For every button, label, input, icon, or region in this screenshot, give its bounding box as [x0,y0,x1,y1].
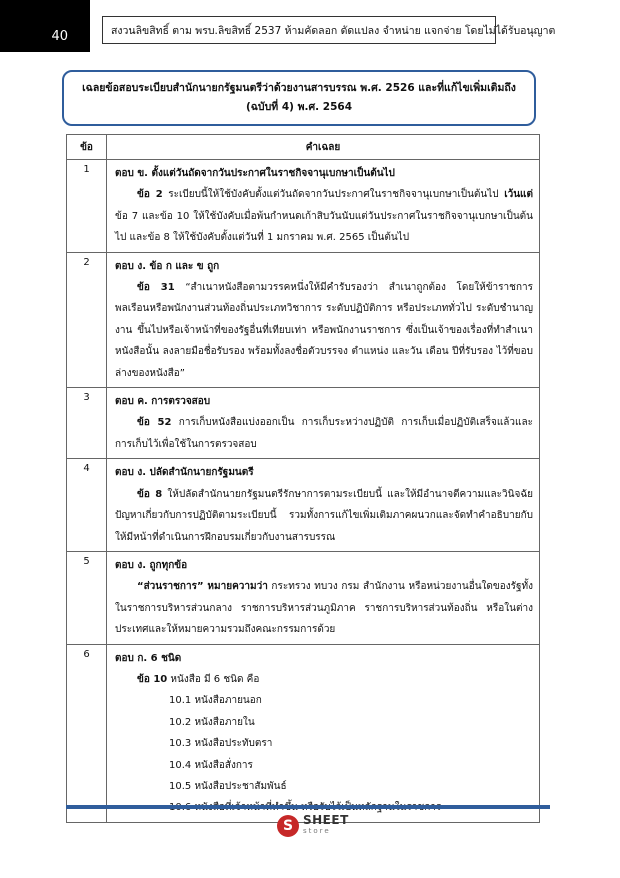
question-number: 2 [67,252,107,387]
footer-divider [66,805,550,809]
page-number-box [0,0,90,52]
list-item: 10.4 หนังสือสั่งการ [169,759,253,771]
question-number: 6 [67,644,107,822]
list-item: 10.5 หนังสือประชาสัมพันธ์ [169,780,287,792]
table-row [67,160,540,253]
question-number: 1 [67,160,107,253]
answer-explanation [115,277,533,384]
answer-explanation [115,669,533,690]
explanation-text: ระเบียบนี้ให้ใช้บังคับตั้งแต่วันถัดจากวันประกาศในราชกิจจานุเบกษาเป็นต้นไป [162,189,505,201]
logo-word: SHEET [303,813,349,827]
logo-wordmark [303,815,349,837]
column-header-answer: คำเฉลย [107,135,540,160]
logo-subtitle: store [303,827,331,835]
list-item: 10.1 หนังสือภายนอก [169,695,262,707]
answer-cell [107,388,540,459]
table-row [67,459,540,552]
table-row [67,388,540,459]
answer-cell [107,160,540,253]
list-item: 10.3 หนังสือประทับตรา [169,738,273,750]
law-reference: ข้อ 52 [137,417,172,429]
table-row [67,252,540,387]
table-row [67,644,540,822]
law-reference: ข้อ 2 [137,189,163,201]
sheet-store-logo [277,815,349,837]
title-line-1: เฉลยข้อสอบระเบียบสำนักนายกรัฐมนตรีว่าด้วยงานสารบรรณ พ.ศ. 2526 และที่แก้ไขเพิ่มเติมถึง [82,82,516,94]
answer-explanation [115,184,533,248]
document-title-box [62,70,536,126]
column-header-number: ข้อ [67,135,107,160]
answer-cell [107,252,540,387]
law-reference: ข้อ 31 [137,282,175,294]
answer-explanation [115,576,533,640]
answer-heading: ตอบ ข. ตั้งแต่วันถัดจากวันประกาศในราชกิจจานุเบกษาเป็นต้นไป [115,168,395,179]
answer-heading: ตอบ ง. ถูกทุกข้อ [115,559,188,571]
explanation-text: กระทรวง ทบวง กรม สำนักงาน หรือหน่วยงานอื่นใดของรัฐทั้งในราชการบริหารส่วนกลาง ราชการบริหารส่วนภูมิภาค ราชการบริหารส่วนท้องถิ่น หรือในต่างประเทศและให้หมายความรวมถึงคณะกรรมการด้วย [115,581,533,636]
answer-heading: ตอบ ก. 6 ชนิด [115,652,182,664]
law-reference: ข้อ 8 [137,488,163,500]
answer-heading: ตอบ ค. การตรวจสอบ [115,396,211,408]
logo-icon: S [277,815,299,837]
answer-cell [107,551,540,644]
explanation-text: การเก็บหนังสือแบ่งออกเป็น การเก็บระหว่างปฏิบัติ การเก็บเมื่อปฏิบัติเสร็จแล้วและการเก็บไว้เพื่อใช้ในการตรวจสอบ [115,417,533,450]
law-reference: ข้อ 10 [137,673,168,685]
answer-explanation [115,484,533,548]
list-item: 10.2 หนังสือภายใน [169,716,255,728]
answer-heading: ตอบ ง. ปลัดสำนักนายกรัฐมนตรี [115,467,254,479]
explanation-emphasis: เว้นแต่ [504,189,533,201]
answer-table [66,134,540,823]
explanation-text: ให้ปลัดสำนักนายกรัฐมนตรีรักษาการตามระเบียบนี้ และให้มีอำนาจตีความและวินิจฉัยปัญหาเกี่ยวกับการปฏิบัติตามระเบียบนี้ รวมทั้งการแก้ไขเพิ่มเติมภาคผนวกและจัดทำคำอธิบายกับให้มีหน้าที่ดำเนินการฝึกอบรมเกี่ยวกับงานสารบรรณ [115,488,533,543]
explanation-text: หนังสือ มี 6 ชนิด คือ [167,673,260,685]
question-number: 5 [67,551,107,644]
question-number: 3 [67,388,107,459]
explanation-text: ข้อ 7 และข้อ 10 ให้ใช้บังคับเมื่อพ้นกำหนดเก้าสิบวันนับแต่วันประกาศในราชกิจจานุเบกษาเป็นต้นไป และข้อ 8 ให้ใช้บังคับตั้งแต่วันที่ 1 มกราคม พ.ศ. 2565 เป็นต้นไป [115,210,533,244]
answer-cell [107,459,540,552]
page-number: 40 [51,29,68,44]
answer-heading: ตอบ ง. ข้อ ก และ ข ถูก [115,260,220,272]
answer-cell [107,644,540,822]
law-reference: “ส่วนราชการ” หมายความว่า [137,581,268,593]
explanation-text: “สำเนาหนังสือตามวรรคหนึ่งให้มีคำรับรองว่า สำเนาถูกต้อง โดยให้ข้าราชการพลเรือนหรือพนักงานส่วนท้องถิ่นประเภทวิชาการ ระดับปฏิบัติการ หรือประเภททั่วไป ระดับชำนาญงาน ขึ้นไปหรือเจ้าหน้าที่ของรัฐอื่นที่เทียบเท่า หรือพนักงานราชการ ซึ่งเป็นเจ้าของเรื่องที่ทำสำเนาหนังสือนั้น ลงลายมือชื่อรับรอง พร้อมทั้งลงชื่อตัวบรรจง ตำแหน่ง และวัน เดือน ปีที่รับรอง ไว้ที่ขอบล่างของหนังสือ” [115,282,533,379]
answer-explanation [115,412,533,455]
copyright-notice: สงวนลิขสิทธิ์ ตาม พรบ.ลิขสิทธิ์ 2537 ห้ามคัดลอก ดัดแปลง จำหน่าย แจกจ่าย โดยไม่ได้รับอนุญาต [102,16,496,44]
question-number: 4 [67,459,107,552]
table-header-row [67,135,540,160]
title-line-2: (ฉบับที่ 4) พ.ศ. 2564 [245,101,353,113]
table-row [67,551,540,644]
